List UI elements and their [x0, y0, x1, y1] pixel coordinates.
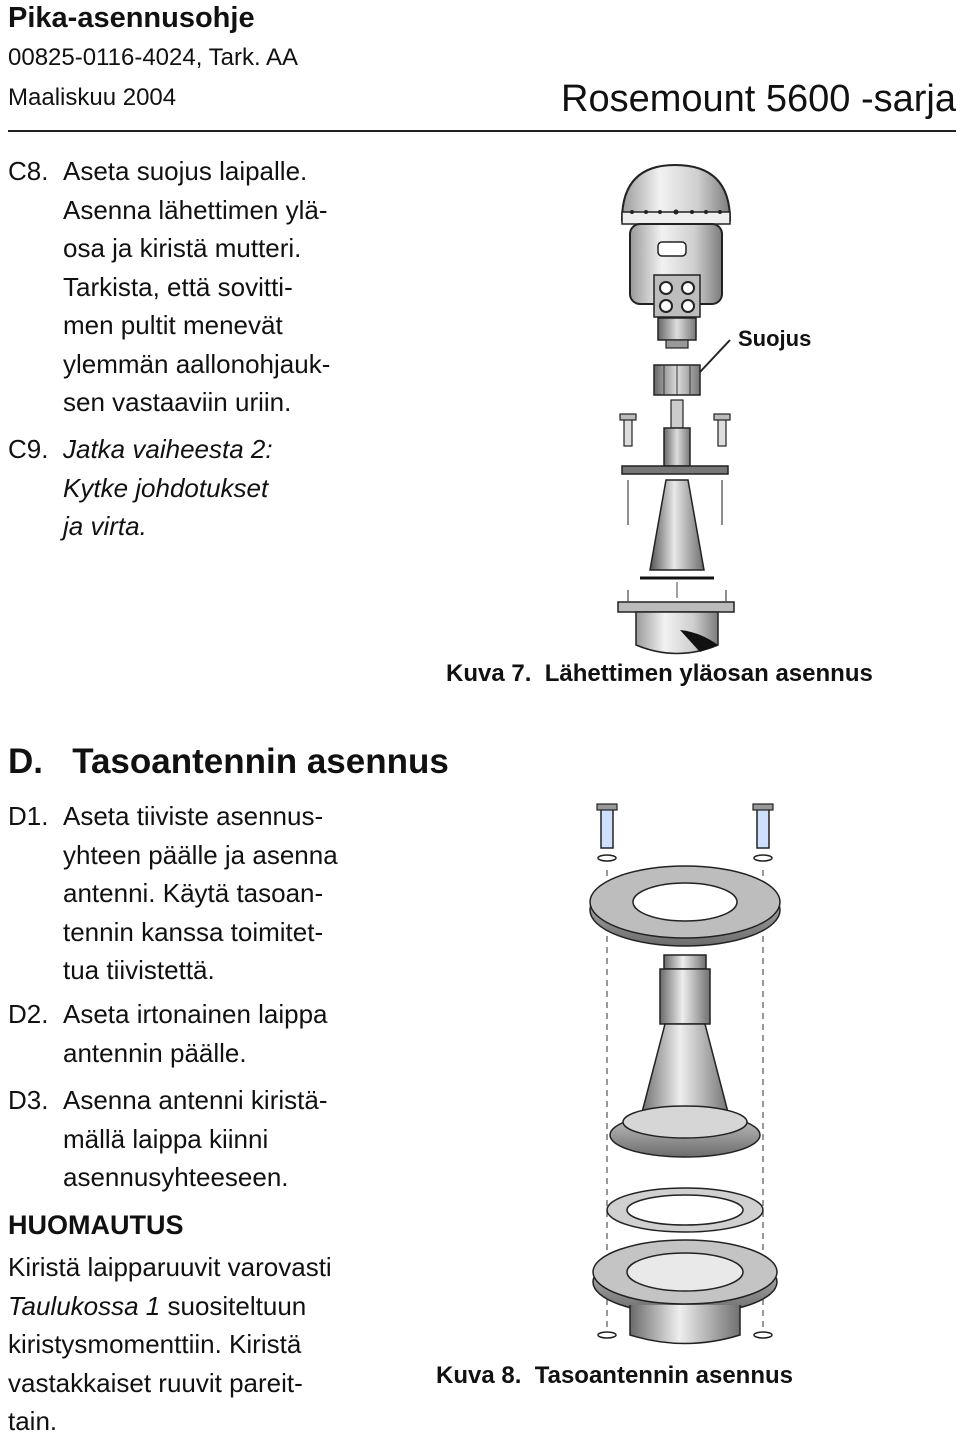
- table-reference: Taulukossa 1: [8, 1290, 161, 1321]
- step-c8: [8, 152, 443, 422]
- step-number: C8.: [8, 156, 49, 186]
- figure-8-antenna-illustration: [580, 800, 790, 1345]
- note-line: tain.: [8, 1406, 58, 1436]
- step-line: tennin kanssa toimitet-: [63, 916, 324, 947]
- step-number: D3.: [8, 1085, 49, 1115]
- note-body: [8, 1248, 428, 1441]
- note-line: Kiristä laipparuuvit varovasti: [8, 1252, 332, 1282]
- product-series: Rosemount 5600 -sarja: [561, 78, 956, 120]
- step-line: Jatka vaiheesta 2:: [63, 434, 273, 464]
- step-line: Tarkista, että sovitti-: [63, 271, 293, 302]
- header-rule: [8, 130, 956, 132]
- step-line: asennusyhteeseen.: [63, 1162, 289, 1192]
- step-number: D1.: [8, 801, 49, 831]
- step-c9: [8, 430, 443, 546]
- figure-7-caption-text: Lähettimen yläosan asennus: [544, 660, 873, 687]
- document-date: Maaliskuu 2004: [8, 84, 177, 111]
- note-line: suositeltuun: [160, 1290, 307, 1321]
- step-line: mällä laippa kiinni: [63, 1123, 269, 1154]
- step-line: men pultit menevät: [63, 310, 283, 340]
- note-line: vastakkaiset ruuvit pareit-: [8, 1367, 303, 1398]
- note-line: kiristysmomenttiin. Kiristä: [8, 1329, 302, 1359]
- step-line: Aseta irtonainen laippa: [63, 999, 328, 1029]
- figure-7-caption-label: Kuva 7.: [446, 660, 532, 687]
- document-title: Pika-asennusohje: [8, 2, 255, 34]
- figure-7-transmitter-illustration: [580, 150, 880, 660]
- note-heading: HUOMAUTUS: [8, 1210, 184, 1240]
- step-line: antennin päälle.: [63, 1037, 247, 1068]
- figure-7-caption: [446, 660, 873, 688]
- figure-8-caption-text: Tasoantennin asennus: [534, 1362, 793, 1389]
- step-line: osa ja kiristä mutteri.: [63, 233, 302, 263]
- step-line: ja virta.: [63, 511, 147, 541]
- document-number: 00825-0116-4024, Tark. AA: [8, 44, 298, 71]
- step-line: antenni. Käytä tasoan-: [63, 878, 324, 908]
- figure-8-caption: [436, 1362, 793, 1390]
- section-title: Tasoantennin asennus: [72, 742, 449, 781]
- step-d2: [8, 995, 463, 1072]
- step-line: sen vastaaviin uriin.: [63, 387, 292, 417]
- step-number: C9.: [8, 434, 49, 464]
- figure-8-caption-label: Kuva 8.: [436, 1362, 522, 1389]
- step-line: Kytke johdotukset: [63, 472, 269, 503]
- step-line: tua tiivistettä.: [63, 955, 215, 985]
- step-line: ylemmän aallonohjauk-: [63, 348, 331, 379]
- section-heading: [8, 742, 449, 782]
- step-line: Asenna antenni kiristä-: [63, 1085, 328, 1115]
- figure-7-callout-suojus: Suojus: [738, 326, 812, 351]
- step-line: Asenna lähettimen ylä-: [63, 194, 328, 225]
- step-line: Aseta tiiviste asennus-: [63, 801, 324, 831]
- step-line: yhteen päälle ja asenna: [63, 839, 338, 870]
- step-line: Aseta suojus laipalle.: [63, 156, 308, 186]
- step-number: D2.: [8, 999, 49, 1029]
- section-letter: D.: [8, 742, 43, 781]
- step-d1: [8, 797, 463, 990]
- step-d3: [8, 1081, 463, 1197]
